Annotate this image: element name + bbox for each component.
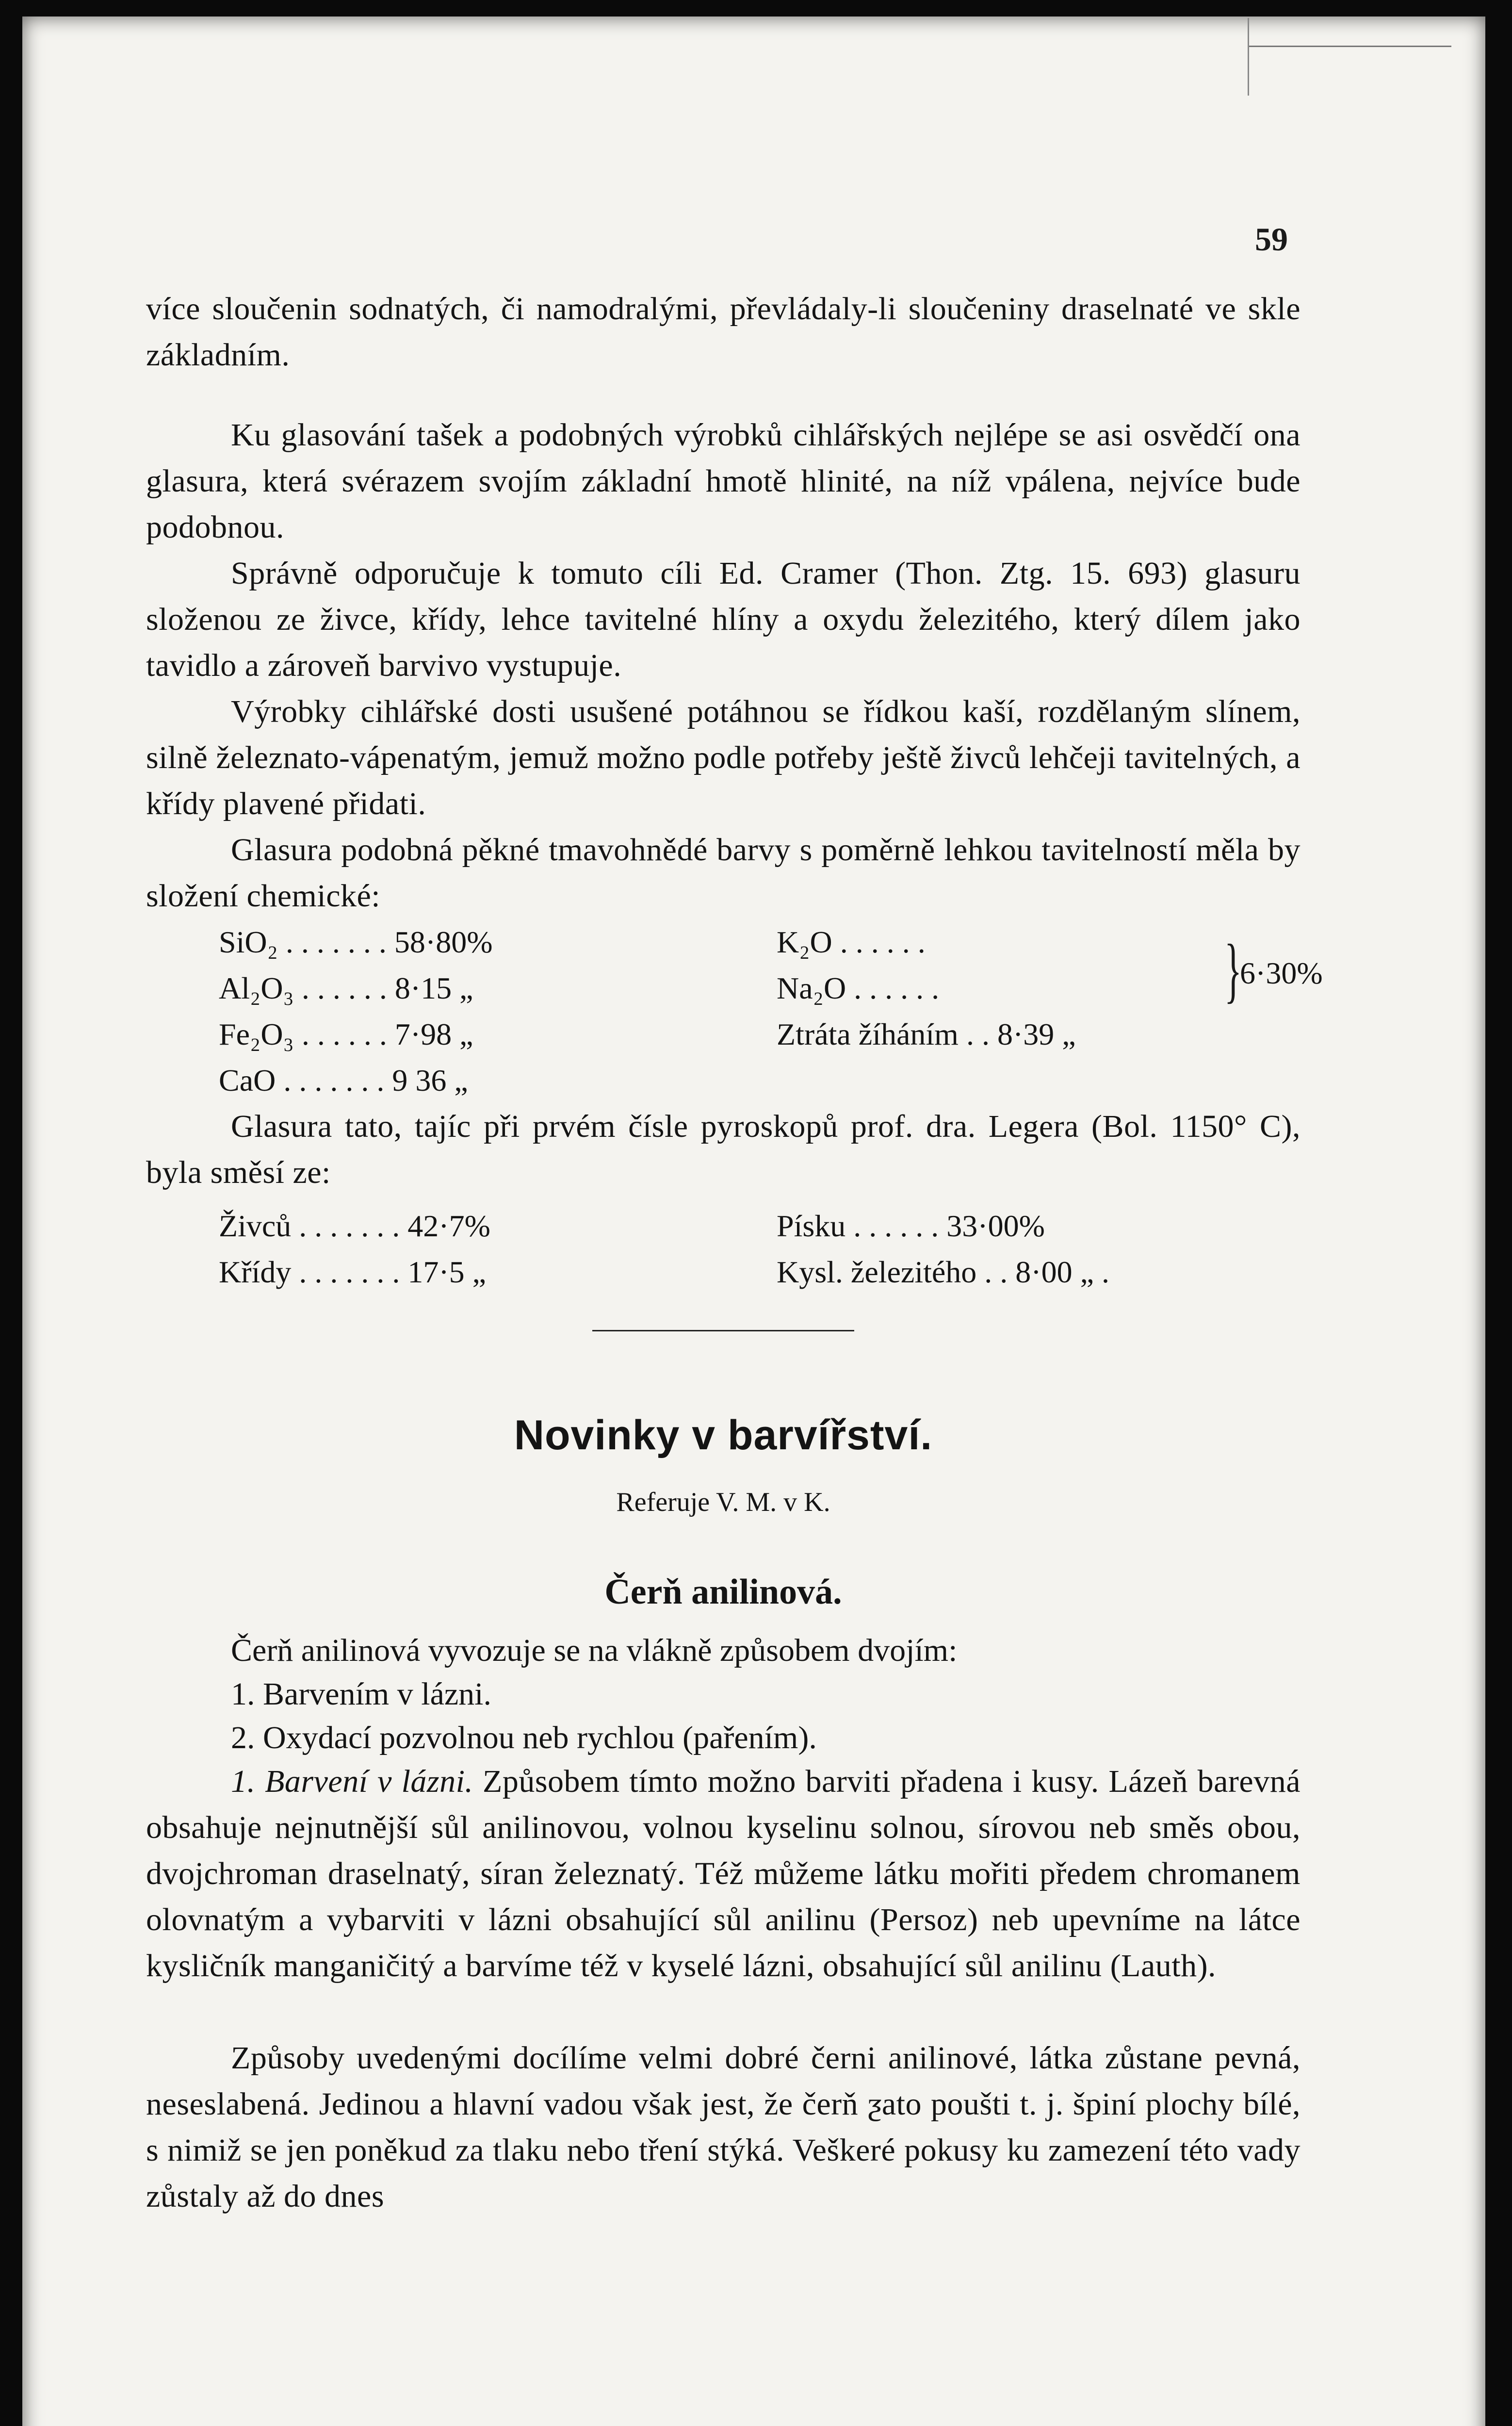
- article-subtitle: Čerň anilinová.: [604, 1572, 842, 1612]
- alkali-brace: }: [1224, 930, 1242, 1010]
- composition-left: SiO₂ . . . . . . . 58·80%: [219, 925, 493, 959]
- corner-crop-mark: [1248, 46, 1451, 81]
- article-intro: Čerň anilinová vyvozuje se na vlákně způsobem dvojím:: [231, 1633, 958, 1668]
- composition-row: [219, 919, 1296, 965]
- page-number: 59: [1255, 221, 1288, 258]
- paragraph-brick-products: Výrobky cihlářské dosti usušené potáhnou se řídkou kaší, rozdělaným slínem, silně železnato-vápenatým, jemuž možno podle potřeby ještě živců lehčeji tavitelných, a křídy plavené přidati.: [146, 694, 1301, 821]
- composition-right: K₂O . . . . . .: [777, 925, 926, 959]
- article-title: Novinky v barvířství.: [514, 1412, 933, 1459]
- paragraph-glaze-composition: Glasura podobná pěkné tmavohnědé barvy s poměrně lehkou tavitelností měla by složení chemické:: [146, 832, 1301, 914]
- bath-dyeing-heading: 1. Barvení v lázni.: [231, 1764, 473, 1799]
- paragraph-soda-compounds: více sloučenin sodnatých, či namodralými, převládaly-li sloučeniny draselnaté ve skle základním.: [146, 291, 1301, 373]
- mixture-left: Živců . . . . . . . 42·7%: [219, 1209, 490, 1243]
- paragraph-bath-dyeing: [146, 1758, 1301, 1989]
- method-list-item: 2. Oxydací pozvolnou neb rychlou (pařením).: [231, 1720, 817, 1755]
- section-divider: [592, 1330, 854, 1331]
- composition-row: [219, 1011, 1296, 1057]
- composition-row: [219, 1057, 1296, 1103]
- mixture-right: Písku . . . . . . 33·00%: [777, 1209, 1045, 1243]
- composition-left: CaO . . . . . . . 9 36 „: [219, 1063, 468, 1098]
- composition-left: Al₂O₃ . . . . . . 8·15 „: [219, 971, 473, 1005]
- paragraph-cramer-glaze: Správně odporučuje k tomuto cíli Ed. Cramer (Thon. Ztg. 15. 693) glasuru složenou ze živce, křídy, lehce tavitelné hlíny a oxydu železitého, který dílem jako tavidlo a zároveň barvivo vystupuje.: [146, 556, 1301, 683]
- article-byline: Referuje V. M. v K.: [616, 1487, 830, 1517]
- mixture-row: [219, 1249, 1296, 1295]
- composition-row: [219, 965, 1296, 1011]
- composition-left: Fe₂O₃ . . . . . . 7·98 „: [219, 1017, 473, 1051]
- alkali-total-value: 6·30%: [1240, 956, 1323, 990]
- paragraph-black-results: Způsoby uvedenými docílíme velmi dobré černi anilinové, látka zůstane pevná, neseslabená. Jedinou a hlavní vadou však jest, že čerň ƺato poušti t. j. špiní plochy bílé, s nimiž se jen poněkud za tlaku nebo tření stýká. Veškeré pokusy ku zamezení této vady zůstaly až do dnes: [146, 2040, 1301, 2214]
- paragraph-tile-glazing: Ku glasování tašek a podobných výrobků cihlářských nejlépe se asi osvědčí ona glasura, která svérazem svojím základní hmotě hlinité, na níž vpálena, nejvíce bude podobnou.: [146, 417, 1301, 545]
- paragraph-pyroscope-mixture: Glasura tato, tajíc při prvém čísle pyroskopů prof. dra. Legera (Bol. 1150° C), byla směsí ze:: [146, 1109, 1301, 1190]
- mixture-left: Křídy . . . . . . . 17·5 „: [219, 1255, 487, 1289]
- page-sheet: [22, 16, 1485, 2426]
- method-list-item: 1. Barvením v lázni.: [231, 1676, 492, 1712]
- composition-right: Ztráta žíháním . . 8·39 „: [777, 1017, 1076, 1051]
- mixture-right: Kysl. železitého . . 8·00 „ .: [777, 1255, 1109, 1289]
- mixture-row: [219, 1203, 1296, 1249]
- composition-right: Na₂O . . . . . .: [777, 971, 940, 1005]
- bath-dyeing-text: Způsobem tímto možno barviti přadena i kusy. Lázeň barevná obsahuje nejnutnější sůl anilinovou, volnou kyselinu solnou, sírovou neb směs obou, dvojchroman draselnatý, síran železnatý. Též můžeme látku mořiti předem chromanem olovnatým a vybarviti v lázni obsahující sůl anilinu (Persoz) neb upevníme na látce kysličník manganičitý a barvíme též v kyselé lázni, obsahující sůl anilinu (Lauth).: [146, 1764, 1301, 1983]
